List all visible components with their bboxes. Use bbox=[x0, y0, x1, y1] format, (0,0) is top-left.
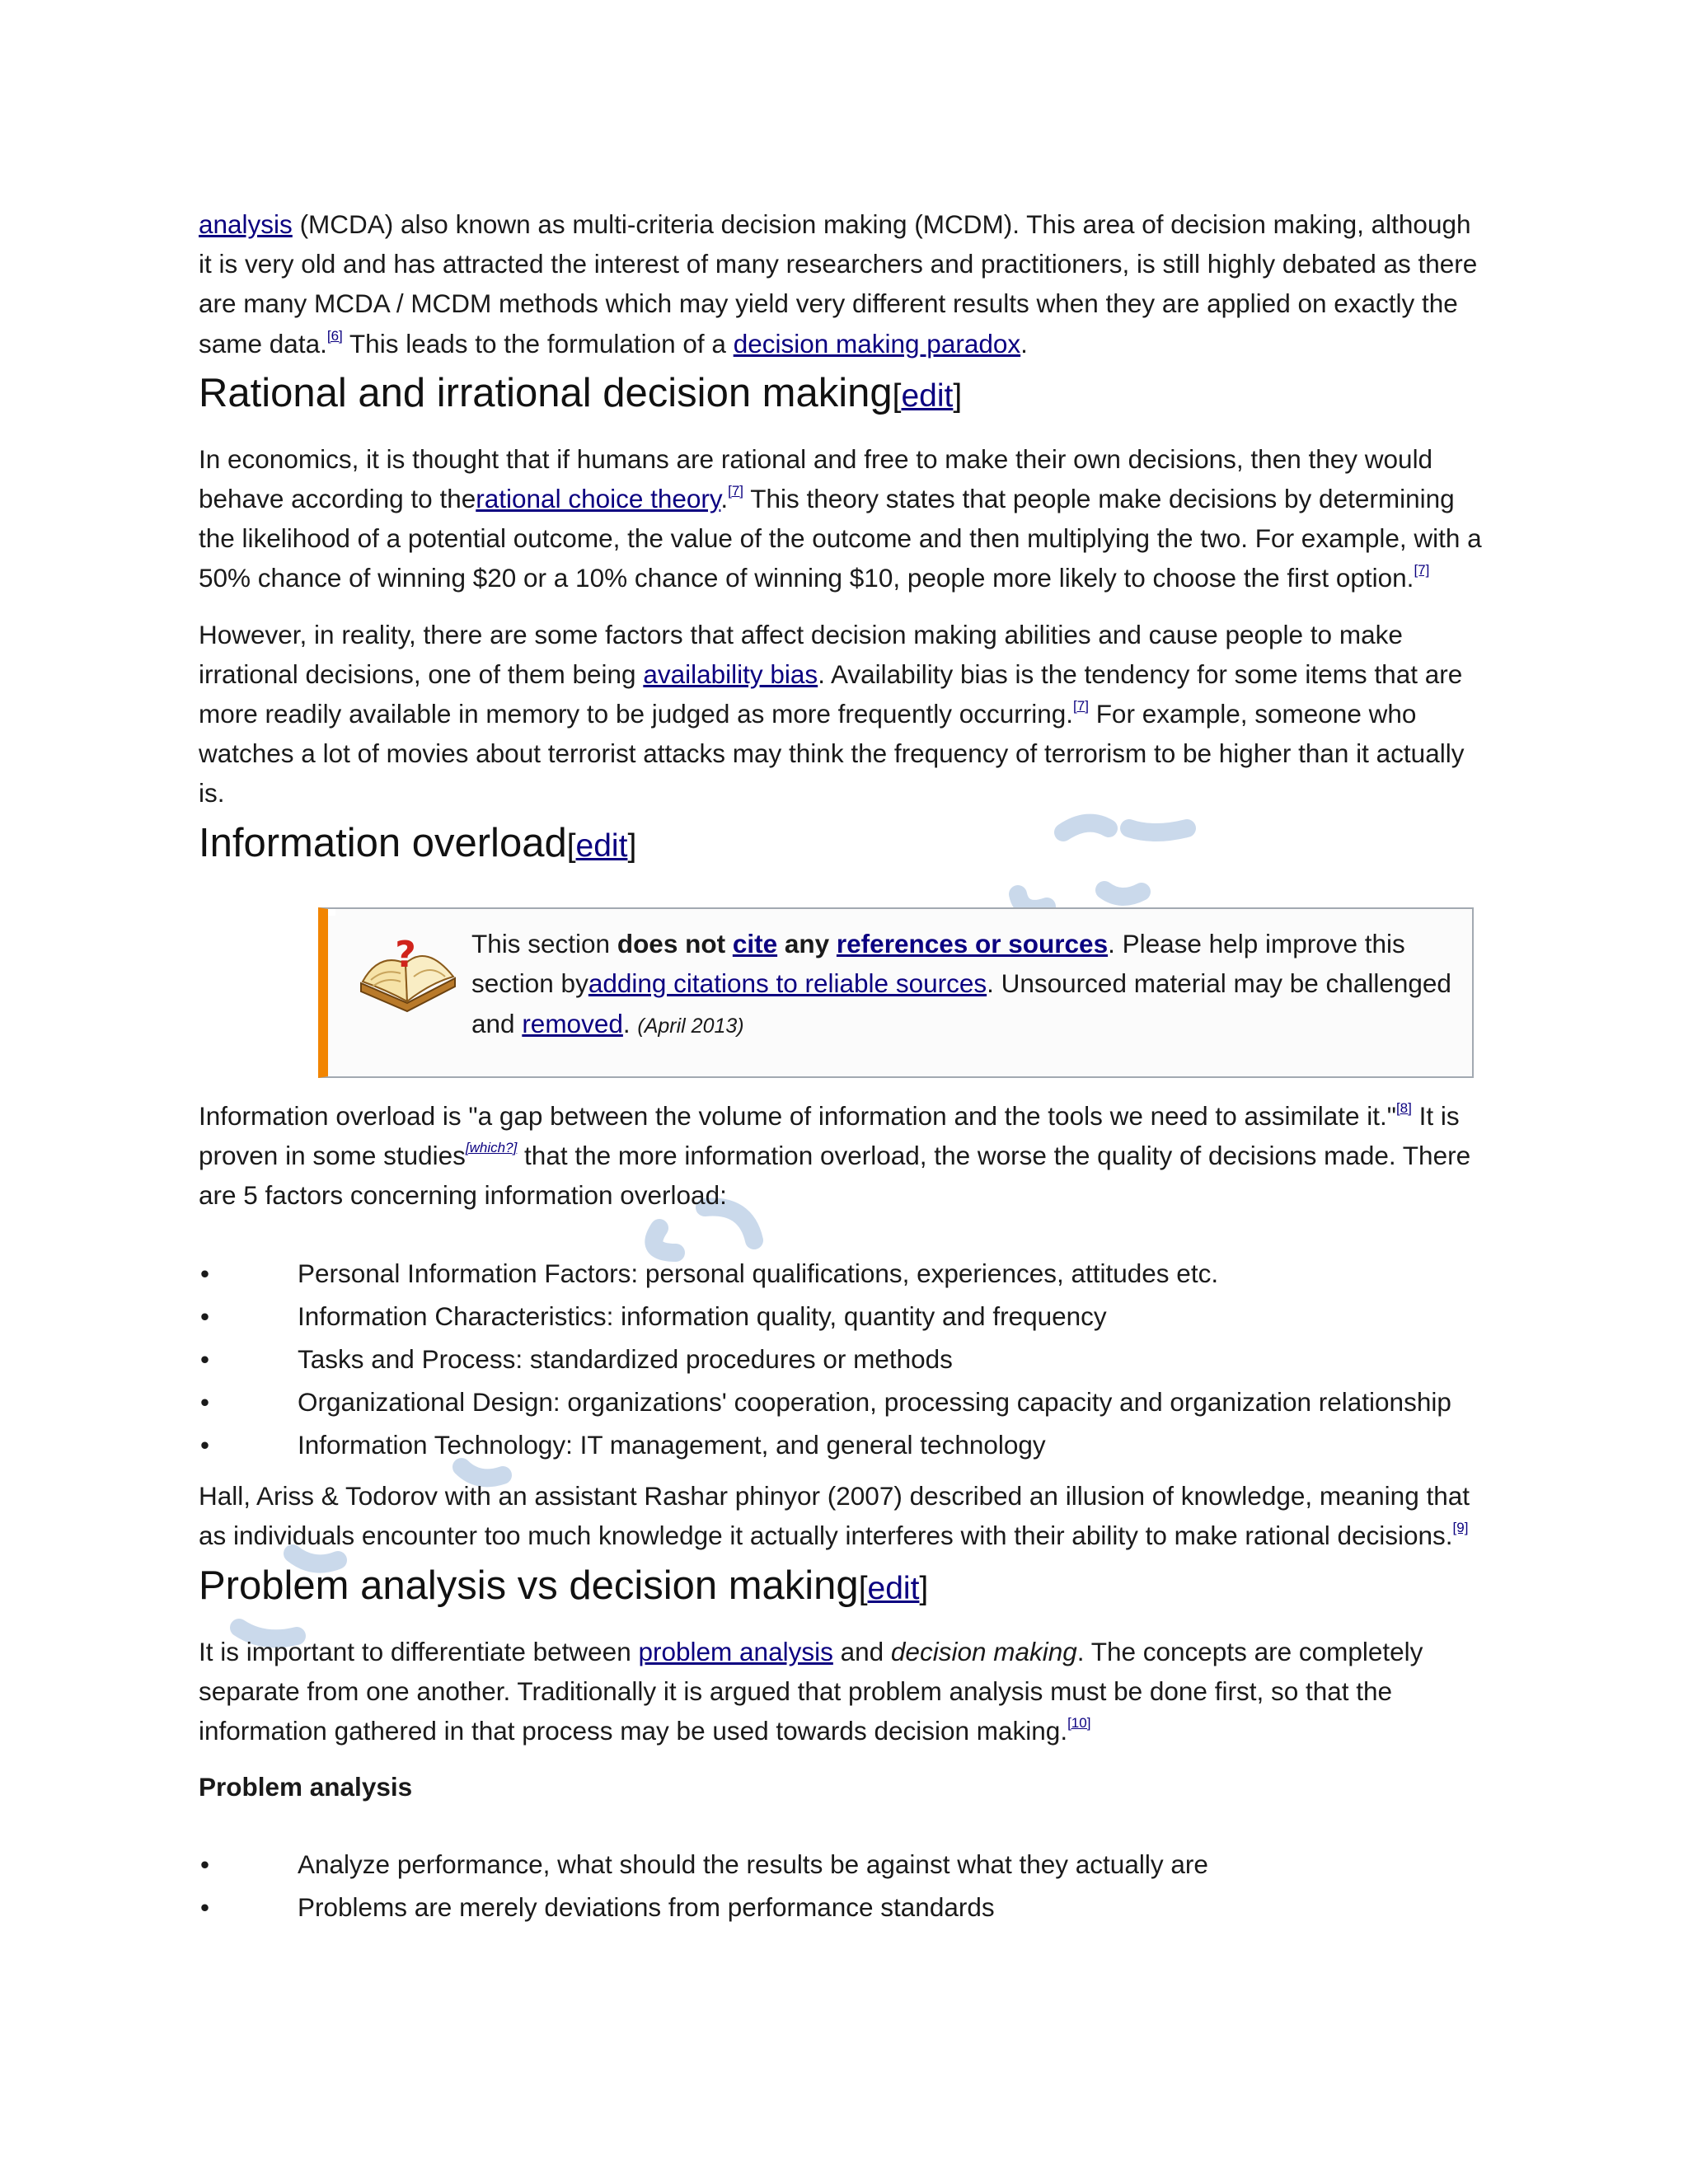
heading-text: Problem analysis vs decision making bbox=[199, 1563, 859, 1608]
paragraph-text: However, in reality, there are some factors that affect decision making abilities and cause people to make irrational decisions, one of them being bbox=[199, 619, 1403, 689]
ref-10[interactable] bbox=[1067, 1715, 1090, 1731]
heading-text: Information overload bbox=[199, 820, 567, 865]
bullet: • bbox=[200, 1301, 210, 1332]
notice-text-part: . Please help improve this section by bbox=[471, 928, 1405, 999]
notice-text-part: This section bbox=[471, 928, 617, 958]
list-item bbox=[199, 1252, 1489, 1295]
ref-7-link[interactable]: [7] bbox=[1414, 562, 1430, 579]
article-content bbox=[199, 204, 1489, 1929]
ref-10-link[interactable]: [10] bbox=[1067, 1715, 1091, 1732]
bullet: • bbox=[200, 1344, 210, 1375]
paragraph-text: Information overload is "a gap between the volume of information and the tools we need to assimilate it." bbox=[199, 1100, 1396, 1131]
edit-section-link bbox=[567, 828, 637, 864]
overload-factors-list bbox=[199, 1252, 1489, 1466]
list-item bbox=[199, 1886, 1489, 1929]
edit-section-link bbox=[893, 378, 963, 414]
heading-text: Rational and irrational decision making bbox=[199, 370, 893, 415]
bullet: • bbox=[200, 1849, 210, 1880]
removed-link[interactable]: removed bbox=[522, 1008, 623, 1038]
list-item bbox=[199, 1380, 1489, 1423]
edit-link[interactable]: edit bbox=[901, 377, 954, 414]
paragraph-text: Hall, Ariss & Todorov with an assistant Rashar phinyor (2007) described an illusion of knowledge, meaning that as individuals encounter too much knowledge it actually interferes with their ability to make rational decisions. bbox=[199, 1481, 1470, 1551]
rational-paragraph-1 bbox=[199, 439, 1489, 598]
paragraph-text: . The concepts are completely separate from one another. Traditionally it is argued that problem analysis must be done first, so that the information gathered in that process may be used towards decision making. bbox=[199, 1636, 1423, 1746]
emphasis: decision making bbox=[890, 1636, 1077, 1666]
list-item-text: Analyze performance, what should the results be against what they actually are bbox=[298, 1849, 1208, 1880]
ref-9[interactable] bbox=[1453, 1520, 1469, 1535]
bullet: • bbox=[200, 1387, 210, 1418]
paragraph-text: and bbox=[832, 1636, 891, 1666]
edit-bracket-close: ] bbox=[627, 827, 637, 864]
adding-citations-link[interactable]: adding citations to reliable sources bbox=[588, 968, 987, 999]
problem-paragraph-1 bbox=[199, 1632, 1489, 1751]
list-item-text: Information Technology: IT management, and general technology bbox=[298, 1430, 1046, 1460]
ref-7-link[interactable]: [7] bbox=[1073, 698, 1089, 715]
edit-bracket-open: [ bbox=[566, 827, 576, 864]
problem-analysis-list bbox=[199, 1843, 1489, 1929]
list-item-text: Personal Information Factors: personal qualifications, experiences, attitudes etc. bbox=[298, 1258, 1219, 1289]
notice-text bbox=[471, 924, 1452, 1047]
overload-paragraph-1 bbox=[199, 1096, 1489, 1216]
paragraph-text: . Availability bias is the tendency for some items that are more readily available in memory to be judged as more frequently occurring. bbox=[199, 658, 1463, 729]
problem-analysis-subheading bbox=[199, 1767, 1489, 1807]
paragraph-text: It is important to differentiate between bbox=[199, 1636, 639, 1666]
edit-link[interactable]: edit bbox=[867, 1570, 920, 1606]
list-item-text: Tasks and Process: standardized procedures or methods bbox=[298, 1344, 953, 1375]
list-item bbox=[199, 1423, 1489, 1466]
heading-information-overload bbox=[199, 818, 1489, 871]
question-book-icon bbox=[354, 935, 462, 1018]
list-item-text: Problems are merely deviations from performance standards bbox=[298, 1892, 995, 1923]
edit-link[interactable]: edit bbox=[575, 827, 628, 864]
references-or-sources-link[interactable]: references or sources bbox=[836, 928, 1109, 958]
which-link[interactable]: [which?] bbox=[465, 1139, 518, 1155]
ref-9-link[interactable]: [9] bbox=[1452, 1520, 1469, 1536]
edit-bracket-open: [ bbox=[858, 1570, 868, 1606]
bullet: • bbox=[200, 1258, 210, 1289]
notice-text-part: . Unsourced material may be challenged and bbox=[471, 968, 1451, 1038]
notice-bold: any bbox=[777, 928, 837, 958]
ref-7[interactable] bbox=[728, 483, 743, 499]
intro-paragraph bbox=[199, 204, 1489, 363]
heading-problem-analysis bbox=[199, 1561, 1489, 1614]
bullet: • bbox=[200, 1430, 210, 1460]
decision-making-paradox-link[interactable]: decision making paradox bbox=[733, 328, 1021, 359]
heading-rational-irrational bbox=[199, 368, 1489, 421]
unreferenced-section-notice bbox=[318, 907, 1474, 1078]
ref-6-link[interactable]: [6] bbox=[326, 327, 343, 344]
paragraph-text: This theory states that people make decisions by determining the likelihood of a potential outcome, the value of the outcome and then multiplying the two. For example, with a 50% chance of winning $20 or a 10% chance of winning $10, people more likely to choose the first option. bbox=[199, 484, 1482, 593]
overload-paragraph-2 bbox=[199, 1476, 1489, 1555]
svg-text:?: ? bbox=[395, 935, 416, 976]
notice-text-part: . bbox=[622, 1008, 638, 1038]
list-item-text: Organizational Design: organizations' cooperation, processing capacity and organization relationship bbox=[298, 1387, 1451, 1418]
ref-6[interactable] bbox=[327, 328, 343, 344]
list-item bbox=[199, 1338, 1489, 1380]
edit-bracket-open: [ bbox=[892, 377, 902, 414]
ref-8[interactable] bbox=[1396, 1100, 1412, 1116]
problem-analysis-link[interactable]: problem analysis bbox=[638, 1636, 833, 1666]
edit-bracket-close: ] bbox=[919, 1570, 929, 1606]
edit-section-link bbox=[859, 1571, 929, 1606]
ref-7[interactable] bbox=[1414, 562, 1429, 578]
cite-link[interactable]: cite bbox=[732, 928, 778, 958]
availability-bias-link[interactable]: availability bias bbox=[643, 658, 818, 689]
notice-bold: does not bbox=[617, 928, 733, 958]
paragraph-text: In economics, it is thought that if humans are rational and free to make their own decisions, then they would behave according to the bbox=[199, 443, 1433, 514]
intro-text-3: . bbox=[1020, 328, 1028, 359]
list-item bbox=[199, 1295, 1489, 1338]
list-item bbox=[199, 1843, 1489, 1886]
paragraph-text: . bbox=[720, 484, 729, 514]
rational-choice-theory-link[interactable]: rational choice theory bbox=[476, 484, 721, 514]
paragraph-text: that the more information overload, the worse the quality of decisions made. There are 5 factors concerning information overload: bbox=[199, 1140, 1471, 1211]
ref-8-link[interactable]: [8] bbox=[1395, 1099, 1412, 1116]
intro-text: (MCDA) also known as multi-criteria decision making (MCDM). This area of decision making, although it is very old and has attracted the interest of many researchers and practitioners, is still highly debated as there are many MCDA / MCDM methods which may yield very different results when they are applied on exactly the same data. bbox=[199, 209, 1478, 359]
edit-bracket-close: ] bbox=[953, 377, 963, 414]
paragraph-text: It is proven in some studies bbox=[199, 1100, 1460, 1170]
ref-7[interactable] bbox=[1073, 698, 1089, 714]
ref-7-link[interactable]: [7] bbox=[728, 483, 744, 499]
which-tag[interactable] bbox=[466, 1140, 517, 1155]
list-item-text: Information Characteristics: information quality, quantity and frequency bbox=[298, 1301, 1107, 1332]
rational-paragraph-2 bbox=[199, 615, 1489, 813]
intro-text-2: This leads to the formulation of a bbox=[342, 328, 734, 359]
paragraph-text: For example, someone who watches a lot of movies about terrorist attacks may think the frequency of terrorism to be higher than it actually is. bbox=[199, 699, 1465, 808]
subheading-text: Problem analysis bbox=[199, 1772, 413, 1802]
bullet: • bbox=[200, 1892, 210, 1923]
notice-date: (April 2013) bbox=[637, 1014, 744, 1038]
analysis-link[interactable]: analysis bbox=[199, 209, 293, 239]
